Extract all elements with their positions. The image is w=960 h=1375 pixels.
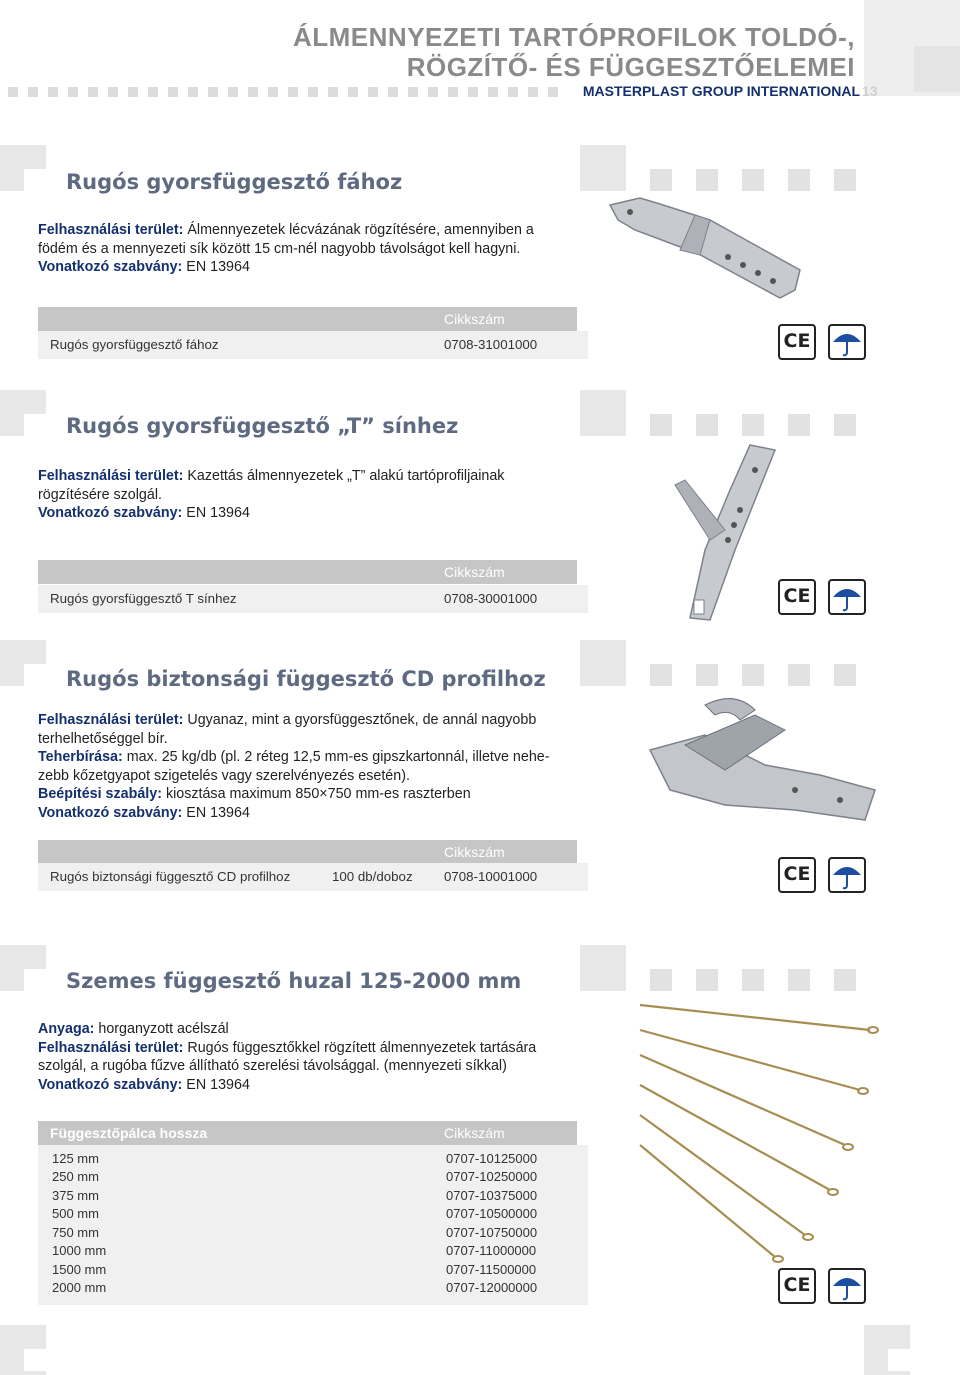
column-header-code: Cikkszám <box>444 311 505 327</box>
section-decor-square-right <box>580 145 626 191</box>
page-number: 13 <box>862 83 878 99</box>
company-name: MASTERPLAST GROUP INTERNATIONAL <box>582 83 860 99</box>
ce-mark-icon: CE <box>778 579 816 615</box>
product-photo-hanger <box>600 190 810 320</box>
description-line: Felhasználási terület: Rugós függesztőkkel rögzített álmennyezetek tartására <box>38 1039 537 1056</box>
section-description <box>38 221 583 277</box>
table-row: 500 mm 0707-10500000 <box>52 1206 538 1221</box>
ce-mark-icon: CE <box>778 857 816 893</box>
product-name: Rugós gyorsfüggesztő T sínhez <box>50 591 237 606</box>
table-row: 1500 mm 0707-11500000 <box>52 1262 537 1277</box>
section-decor-notch <box>24 969 46 991</box>
description-line: terhelhetőséggel bír. <box>38 730 168 747</box>
description-line: Vonatkozó szabvány: EN 13964 <box>38 1076 250 1093</box>
footer-decor-notch <box>24 1349 46 1371</box>
product-table-header <box>38 840 577 864</box>
product-code: 0708-30001000 <box>444 591 538 606</box>
description-line: Vonatkozó szabvány: EN 13964 <box>38 505 250 521</box>
section-dot-row <box>650 969 865 991</box>
description-line: rögzítésére szolgál. <box>38 486 162 503</box>
description-line: Felhasználási terület: Ugyanaz, mint a gyorsfüggesztőnek, de annál nagyobb <box>38 712 537 728</box>
section-decor-notch <box>24 664 46 686</box>
product-photo-wires <box>635 995 885 1265</box>
product-name: Rugós gyorsfüggesztő fához <box>50 337 219 352</box>
section-description <box>38 1020 583 1094</box>
description-line: Felhasználási terület: Álmennyezetek lécvázának rögzítésére, amennyiben a <box>38 222 534 238</box>
section-description <box>38 467 583 523</box>
description-line: Felhasználási terület: Kazettás álmennyezetek „T” alakú tartóprofiljainak <box>38 468 505 484</box>
section-dot-row <box>650 169 865 191</box>
certification-icons <box>778 322 868 362</box>
umbrella-icon <box>828 857 866 893</box>
certification-icons <box>778 855 868 895</box>
section-description <box>38 711 583 822</box>
umbrella-icon <box>828 324 866 360</box>
footer-decor-notch-right <box>888 1349 910 1371</box>
product-code: 0708-10001000 <box>444 869 538 884</box>
umbrella-icon <box>828 1268 866 1304</box>
description-line: Teherbírása: max. 25 kg/db (pl. 2 réteg 12,5 mm-es gipszkartonnál, illetve nehe- <box>38 749 550 765</box>
description-line: födém és a mennyezeti sík között 15 cm-nél nagyobb távolságot kell hagyni. <box>38 240 521 257</box>
header-corner-square-inner <box>914 46 960 92</box>
document-title: ÁLMENNYEZETI TARTÓPROFILOK TOLDÓ-, RÖGZÍTŐ- ÉS FÜGGESZTŐELEMEI <box>292 22 855 82</box>
ce-mark-icon: CE <box>778 1268 816 1304</box>
product-table-row <box>38 331 588 359</box>
description-line: szolgál, a rugóba fűzve állítható szerelési távolsággal. (mennyezeti síkkal) <box>38 1058 507 1074</box>
product-package: 100 db/doboz <box>332 869 413 884</box>
description-line: Anyaga: horganyzott acélszál <box>38 1021 229 1037</box>
product-name: Rugós biztonsági függesztő CD profilhoz <box>50 869 291 884</box>
section-decor-notch <box>24 414 46 436</box>
section-decor-notch <box>24 169 46 191</box>
wire-table <box>38 1145 588 1305</box>
column-header-code: Cikkszám <box>444 564 505 580</box>
column-header-code: Cikkszám <box>444 1125 505 1141</box>
section-dot-row <box>650 664 865 686</box>
product-table-header <box>38 560 577 584</box>
description-line: Vonatkozó szabvány: EN 13964 <box>38 259 250 275</box>
description-line: Beépítési szabály: kiosztása maximum 850×750 mm-es raszterben <box>38 786 471 802</box>
column-header-code: Cikkszám <box>444 844 505 860</box>
product-code: 0708-31001000 <box>444 337 538 352</box>
product-table-row <box>38 585 588 613</box>
certification-icons <box>778 1266 868 1306</box>
umbrella-icon <box>828 579 866 615</box>
section-title: Rugós gyorsfüggesztő fához <box>66 170 403 194</box>
description-line: Vonatkozó szabvány: EN 13964 <box>38 804 250 821</box>
section-title: Rugós gyorsfüggesztő „T” sínhez <box>66 414 459 438</box>
column-header-length: Függesztőpálca hossza <box>50 1125 208 1141</box>
product-table-header <box>38 307 577 331</box>
section-title: Rugós biztonsági függesztő CD profilhoz <box>66 667 546 691</box>
table-row: 125 mm 0707-10125000 <box>52 1151 538 1166</box>
certification-icons <box>778 577 868 617</box>
section-title: Szemes függesztő huzal 125-2000 mm <box>66 969 522 993</box>
table-row: 250 mm 0707-10250000 <box>52 1169 538 1184</box>
section-decor-square-right <box>580 390 626 436</box>
description-line: zebb kőzetgyapot szigetelés vagy szerelvényezés esetén). <box>38 767 410 784</box>
product-photo-cd-hanger <box>645 690 895 835</box>
header-dot-row <box>8 87 558 97</box>
table-row: 1000 mm 0707-11000000 <box>52 1243 537 1258</box>
section-decor-square-right <box>580 945 626 991</box>
product-photo-t-hanger <box>650 440 790 630</box>
table-row: 2000 mm 0707-12000000 <box>52 1280 538 1295</box>
ce-mark-icon: CE <box>778 324 816 360</box>
section-decor-square-right <box>580 640 626 686</box>
product-table-row <box>38 863 588 891</box>
wire-table-header <box>38 1121 577 1145</box>
table-row: 375 mm 0707-10375000 <box>52 1188 538 1203</box>
section-dot-row <box>650 414 865 436</box>
table-row: 750 mm 0707-10750000 <box>52 1225 538 1240</box>
